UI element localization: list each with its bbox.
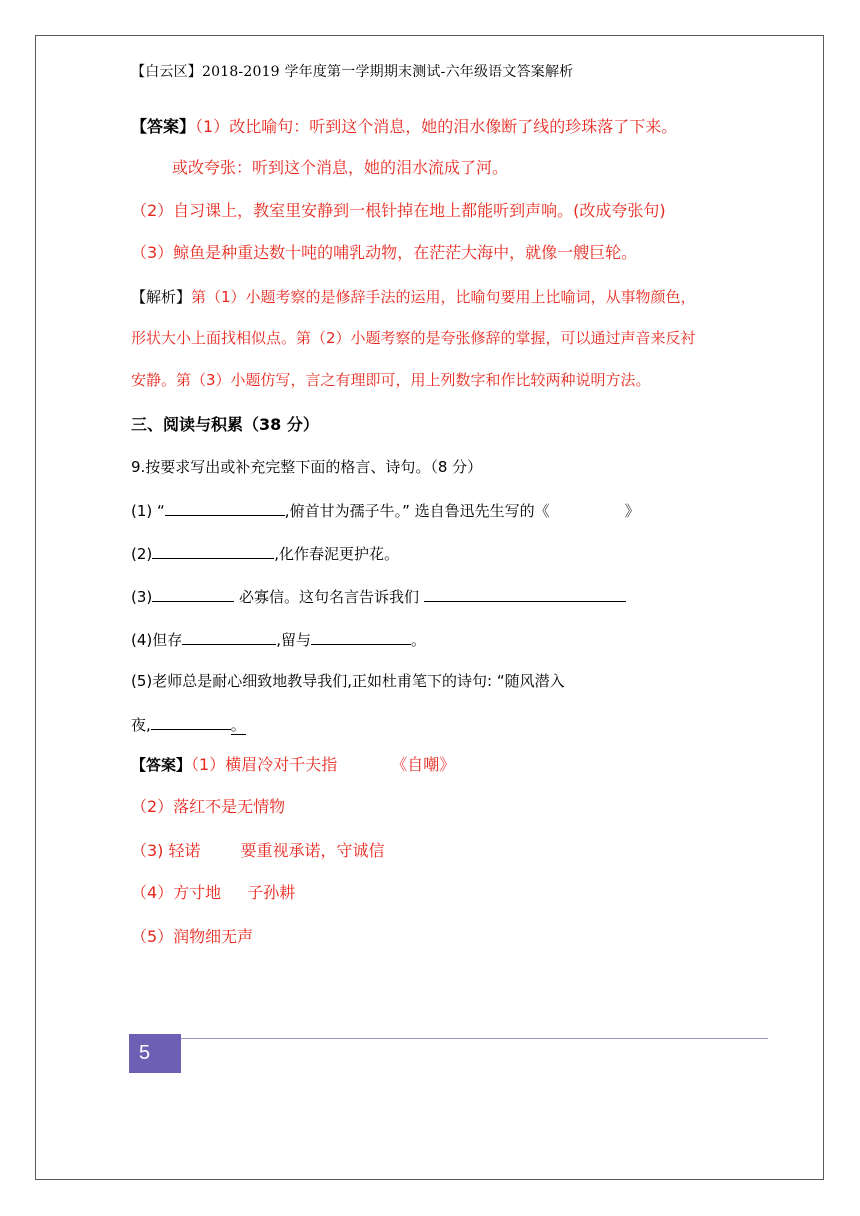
question-item-3 bbox=[131, 585, 626, 607]
answer-blank[interactable] bbox=[311, 628, 411, 645]
answer2-line-4 bbox=[131, 883, 295, 903]
q1-suffix: 》 bbox=[624, 502, 640, 520]
answer-line-2: 或改夸张：听到这个消息，她的泪水流成了河。 bbox=[172, 158, 509, 177]
q3-prefix: (3) bbox=[131, 588, 153, 606]
answer-tag: 【答案】 bbox=[131, 117, 196, 136]
section-title: 三、阅读与积累（38 分） bbox=[131, 415, 319, 434]
q5-suffix: 。 bbox=[230, 716, 246, 734]
answer-1-source: 《自嘲》 bbox=[391, 755, 456, 774]
answer-blank[interactable] bbox=[182, 628, 276, 645]
answer-blank[interactable] bbox=[152, 585, 234, 602]
q1-middle: ,俯首甘为孺子牛。” 选自鲁迅先生写的《 bbox=[284, 502, 550, 520]
answer-line-1 bbox=[131, 117, 677, 137]
page-header: 【白云区】2018-2019 学年度第一学期期末测试-六年级语文答案解析 bbox=[131, 64, 574, 80]
question-item-5: (5)老师总是耐心细致地教导我们,正如杜甫笔下的诗句: “随风潜入 bbox=[131, 672, 565, 690]
answer-3: （3) 轻诺 bbox=[131, 841, 201, 860]
question-title: 9.按要求写出或补充完整下面的格言、诗句。（8 分） bbox=[131, 458, 483, 476]
analysis-tag: 【解析】 bbox=[131, 288, 192, 306]
question-item-2 bbox=[131, 542, 399, 564]
analysis-line-1 bbox=[131, 287, 696, 307]
q4-suffix: 。 bbox=[411, 631, 427, 649]
answer-blank[interactable] bbox=[152, 542, 274, 559]
answer-text: （1）改比喻句：听到这个消息，她的泪水像断了线的珍珠落了下来。 bbox=[195, 117, 678, 136]
q3-middle: 必寡信。这句名言告诉我们 bbox=[234, 588, 424, 606]
answer-4a: （4）方寸地 bbox=[131, 883, 222, 902]
q1-prefix: (1) “ bbox=[131, 502, 165, 520]
q2-suffix: ,化作春泥更护花。 bbox=[274, 545, 400, 563]
question-item-1 bbox=[131, 499, 640, 521]
answer-3-meaning: 要重视承诺，守诚信 bbox=[240, 841, 385, 860]
answer-tag: 【答案】 bbox=[131, 756, 192, 774]
answer-line-4: （3）鲸鱼是种重达数十吨的哺乳动物，在茫茫大海中，就像一艘巨轮。 bbox=[131, 243, 638, 262]
question-item-5-cont bbox=[131, 713, 246, 735]
analysis-line-2: 形状大小上面找相似点。第（2）小题考察的是夸张修辞的掌握，可以通过声音来反衬 bbox=[131, 329, 696, 347]
q5-prefix: 夜, bbox=[131, 716, 151, 734]
q4-middle: ,留与 bbox=[276, 631, 312, 649]
answer2-line-2: （2）落红不是无情物 bbox=[131, 797, 286, 816]
answer2-line-5: （5）润物细无声 bbox=[131, 927, 254, 946]
answer-blank[interactable] bbox=[424, 585, 626, 602]
answer2-line-1 bbox=[131, 755, 455, 775]
footer-rule bbox=[180, 1038, 768, 1039]
analysis-text: 第（1）小题考察的是修辞手法的运用，比喻句要用上比喻词，从事物颜色， bbox=[191, 288, 696, 306]
q2-prefix: (2) bbox=[131, 545, 153, 563]
answer2-line-3 bbox=[131, 841, 385, 861]
answer-1: （1）横眉冷对千夫指 bbox=[191, 755, 338, 774]
answer-blank[interactable] bbox=[151, 713, 231, 730]
page-number: 5 bbox=[129, 1034, 181, 1073]
q4-prefix: (4)但存 bbox=[131, 631, 183, 649]
answer-4b: 子孙耕 bbox=[247, 883, 296, 902]
question-item-4 bbox=[131, 628, 426, 650]
answer-line-3: （2）自习课上，教室里安静到一根针掉在地上都能听到声响。(改成夸张句) bbox=[131, 201, 666, 220]
analysis-line-3: 安静。第（3）小题仿写，言之有理即可，用上列数字和作比较两种说明方法。 bbox=[131, 371, 651, 389]
answer-blank[interactable] bbox=[165, 499, 285, 516]
